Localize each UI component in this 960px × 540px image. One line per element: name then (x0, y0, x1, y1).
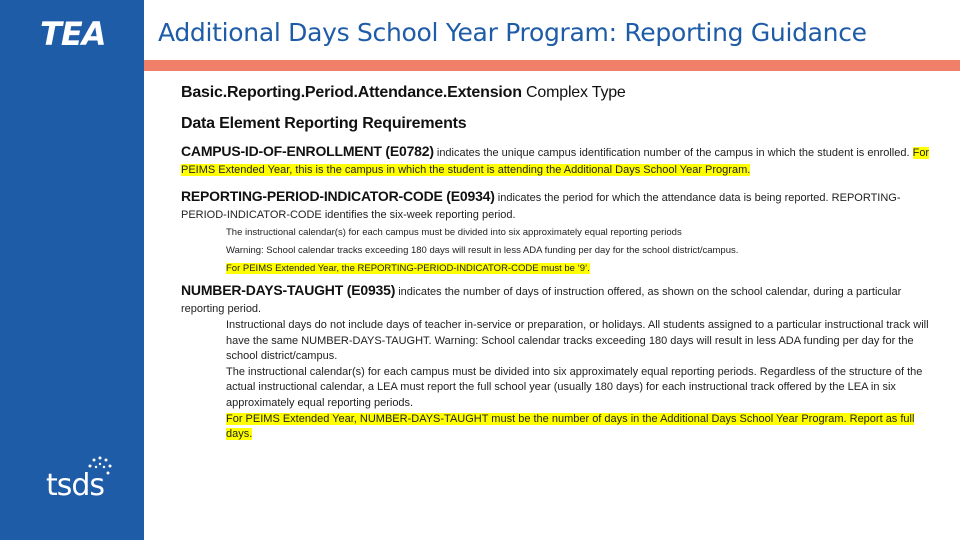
section-heading: Data Element Reporting Requirements (181, 115, 467, 132)
campus-element-highlight: For PEIMS Extended Year, this is the campus in which the student is attending the Additional Days School Year Program. (181, 147, 930, 176)
period-note-1: The instructional calendar(s) for each campus must be divided into six approximately equal reporting periods (226, 227, 682, 238)
campus-element-paragraph (181, 143, 933, 179)
main-content (181, 80, 933, 443)
period-element-desc: indicates the period for which the attendance data is being reported. REPORTING-PERIOD-INDICATOR-CODE identifies the six-week reporting period. (181, 192, 901, 221)
days-note-1: Instructional days do not include days of teacher in-service or preparation, or holidays. All students assigned to a particular instructional track will have the same NUMBER-DAYS-TAUGHT. Warning: School calendar tracks exceeding 180 days will result in less ADA funding per day for the school district/campus. (226, 319, 929, 363)
days-element-paragraph (181, 282, 933, 318)
page-title: Additional Days School Year Program: Reporting Guidance (158, 18, 867, 47)
period-note-3 (226, 260, 933, 278)
complex-type-heading (181, 83, 933, 103)
complex-type-suffix: Complex Type (521, 84, 626, 101)
period-element-term: REPORTING-PERIOD-INDICATOR-CODE (E0934) (181, 188, 495, 204)
campus-element-desc: indicates the unique campus identification number of the campus in which the student is enrolled. (433, 147, 913, 159)
days-element-term: NUMBER-DAYS-TAUGHT (E0935) (181, 282, 396, 298)
accent-bar (144, 60, 960, 71)
tea-logo-text: TEA (40, 15, 106, 53)
days-element-desc: indicates the number of days of instruction offered, as shown on the school calendar, during a particular reporting period. (181, 286, 902, 315)
complex-type-name: Basic.Reporting.Period.Attendance.Extension (181, 84, 522, 101)
days-note-3-highlight: For PEIMS Extended Year, NUMBER-DAYS-TAUGHT must be the number of days in the Additional Days School Year Program. Report as full days. (226, 412, 915, 441)
days-note-3 (226, 412, 933, 443)
tea-logo (40, 14, 124, 54)
period-note-2: Warning: School calendar tracks exceeding 180 days will result in less ADA funding per day for the school district/campus. (226, 245, 739, 256)
tsds-logo (46, 456, 126, 504)
period-element-paragraph (181, 188, 933, 224)
days-note-2: The instructional calendar(s) for each campus must be divided into six approximately equal reporting periods. Regardless of the structure of the actual instructional calendar, a LEA must report the full school year (usually 180 days) for each instructional track offered by the LEA in six approximately equal reporting periods. (226, 365, 923, 409)
period-note-3-highlight: For PEIMS Extended Year, the REPORTING-PERIOD-INDICATOR-CODE must be ‘9’. (226, 263, 590, 274)
tsds-logo-text: tsds (46, 468, 105, 503)
sidebar (0, 0, 144, 540)
campus-element-term: CAMPUS-ID-OF-ENROLLMENT (E0782) (181, 143, 434, 159)
